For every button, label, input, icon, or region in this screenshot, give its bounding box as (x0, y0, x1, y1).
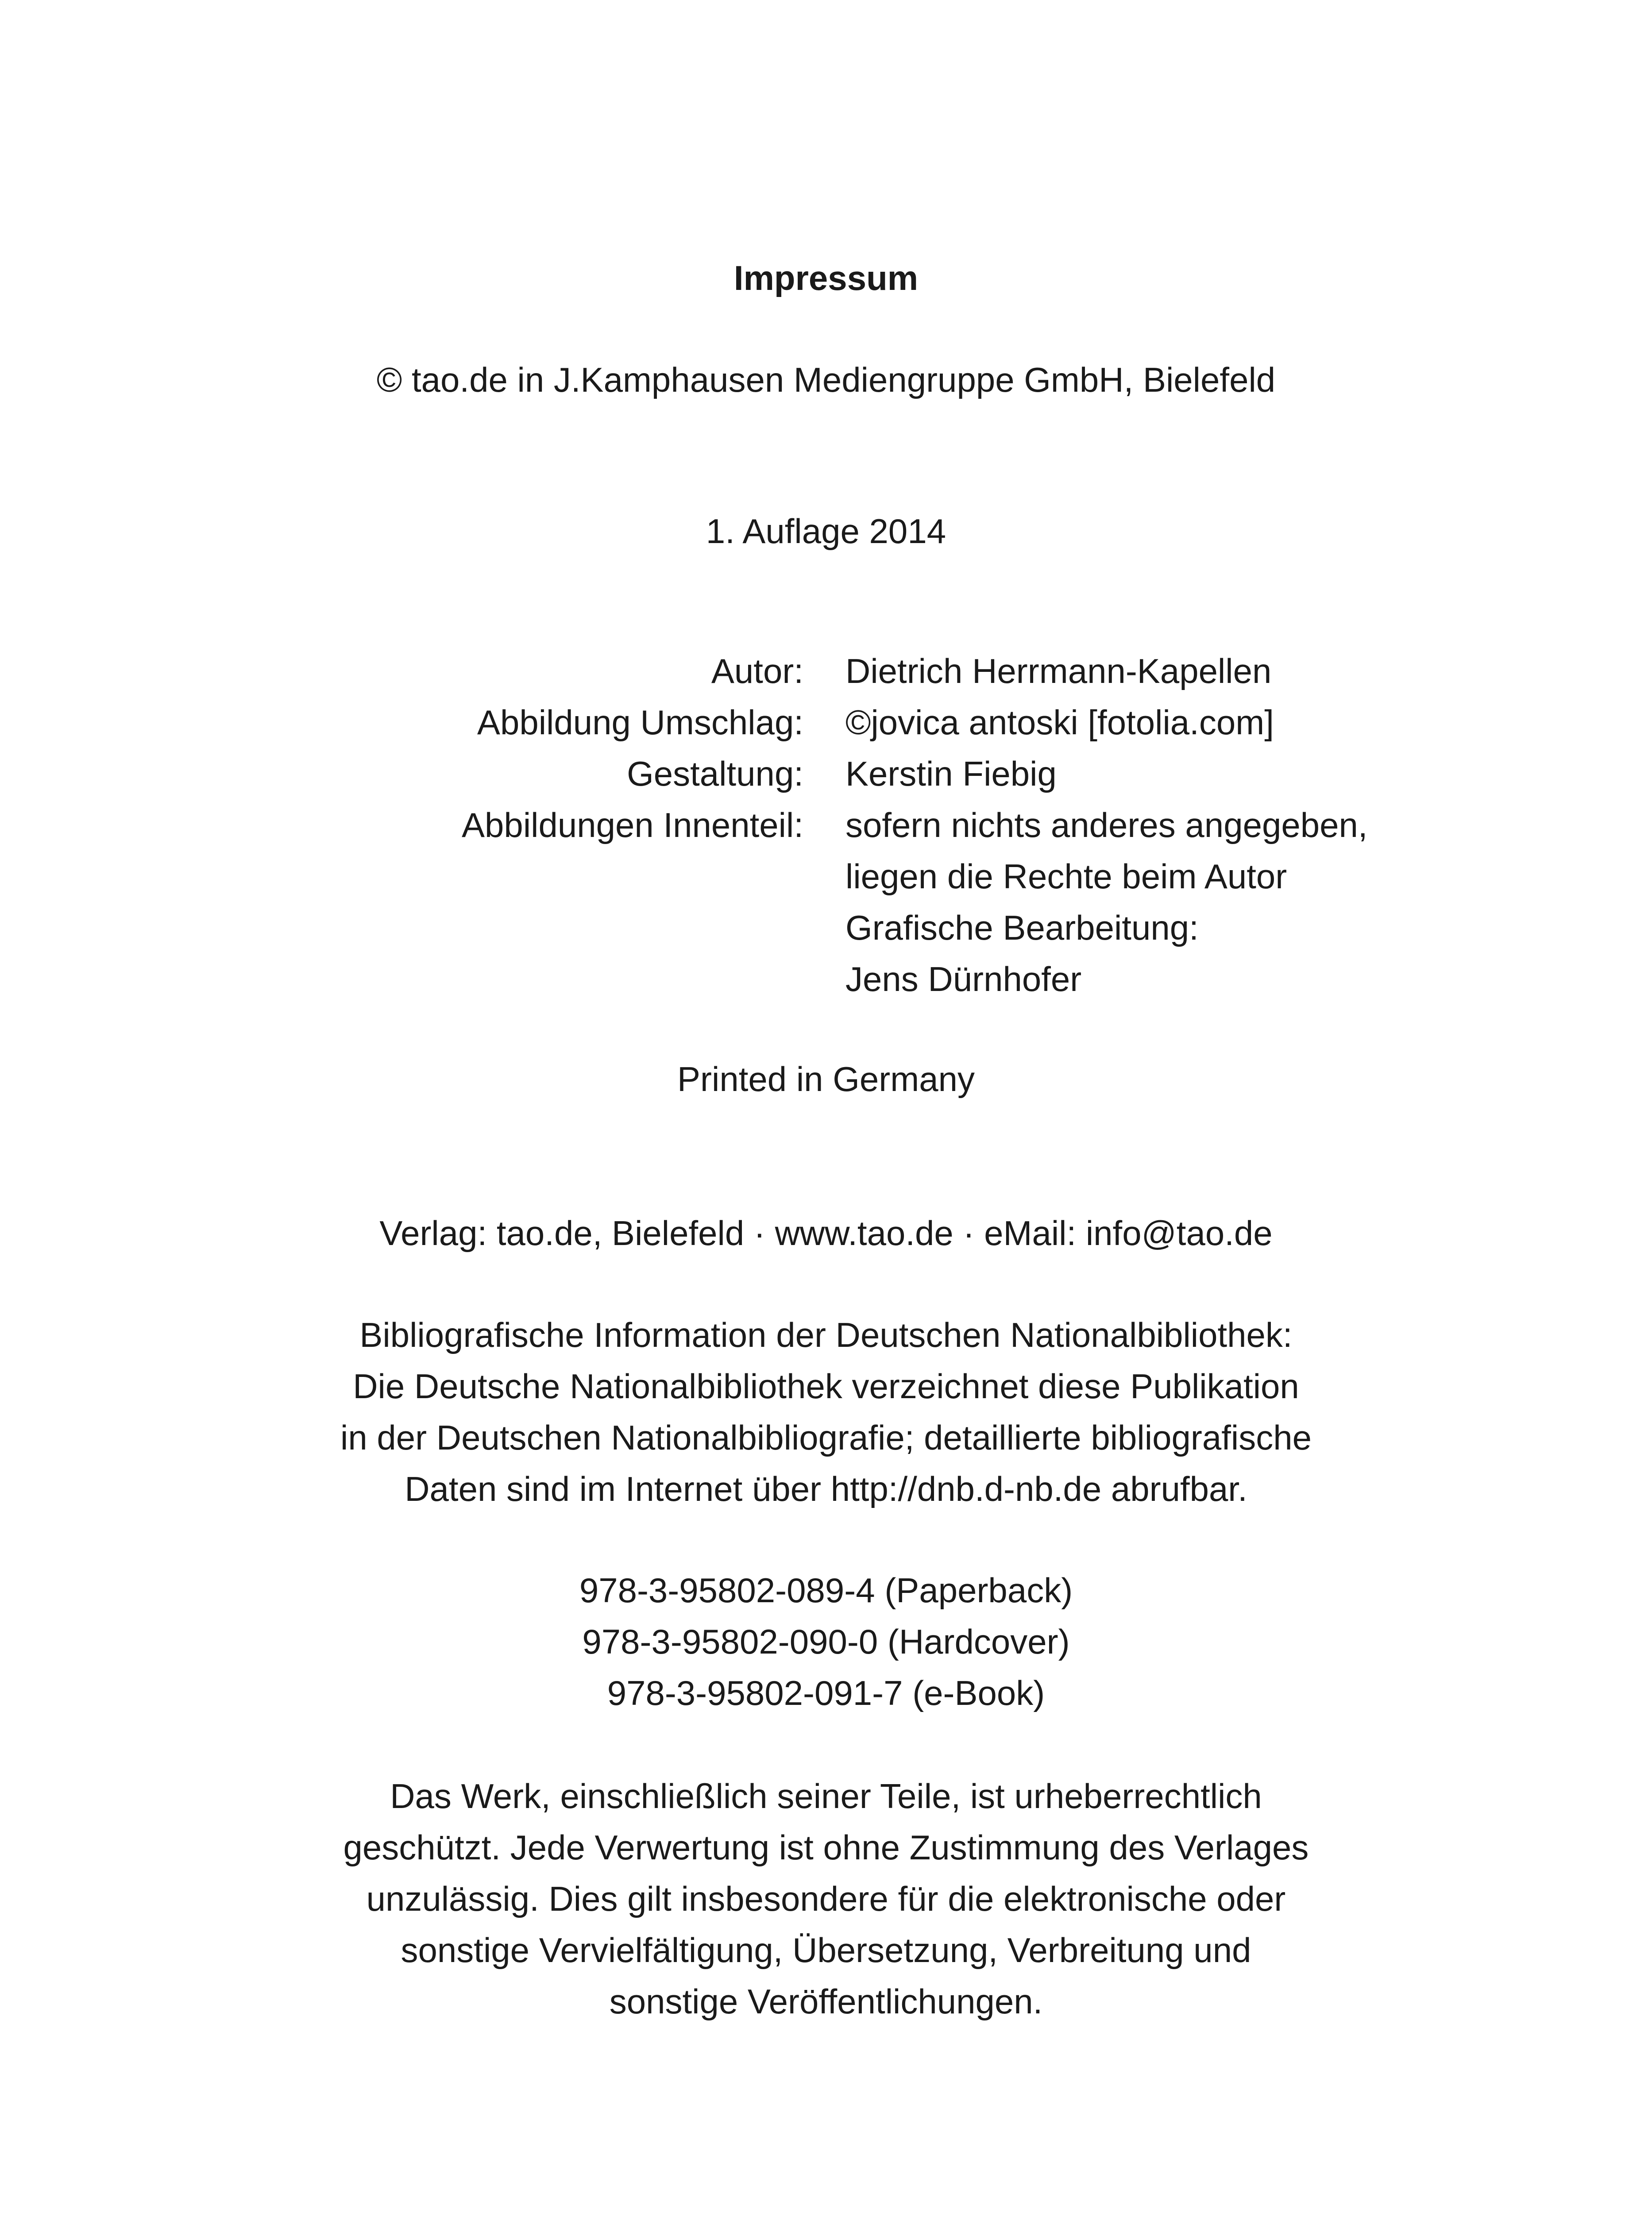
credit-label: Autor: (711, 652, 803, 690)
rights-line: geschützt. Jede Verwertung ist ohne Zustimmung des Verlages (343, 1828, 1309, 1867)
rights-line: sonstige Veröffentlichungen. (609, 1982, 1043, 2021)
credit-value: Dietrich Herrmann-Kapellen (845, 652, 1272, 690)
copyright-line: © tao.de in J.Kamphausen Mediengruppe GmbH, Bielefeld (376, 360, 1276, 399)
credit-row (0, 697, 1652, 748)
credit-row (0, 799, 1652, 851)
biblio-line: Daten sind im Internet über http://dnb.d-nb.de abrufbar. (405, 1469, 1247, 1508)
credit-value: Kerstin Fiebig (845, 754, 1057, 793)
credit-row (0, 953, 1652, 1005)
isbn-list (0, 1565, 1652, 1719)
credit-label: Abbildungen Innenteil: (462, 806, 803, 844)
edition-line: 1. Auflage 2014 (706, 512, 946, 551)
credit-value: Grafische Bearbeitung: (845, 908, 1199, 947)
biblio-line: in der Deutschen Nationalbibliografie; detaillierte bibliografische (340, 1418, 1312, 1457)
credit-value: Jens Dürnhofer (845, 960, 1082, 999)
rights-notice (0, 1770, 1652, 2027)
page-title: Impressum (733, 258, 919, 297)
credit-row (0, 748, 1652, 799)
credit-value: liegen die Rechte beim Autor (845, 857, 1287, 896)
publisher-line: Verlag: tao.de, Bielefeld · www.tao.de · eMail: info@tao.de (379, 1214, 1273, 1253)
rights-line: Das Werk, einschließlich seiner Teile, ist urheberrechtlich (390, 1777, 1262, 1816)
rights-line: unzulässig. Dies gilt insbesondere für die elektronische oder (366, 1879, 1286, 1918)
bibliographic-info (0, 1309, 1652, 1515)
credit-value: sofern nichts anderes angegeben, (845, 806, 1368, 844)
credit-row (0, 851, 1652, 902)
isbn-line: 978-3-95802-090-0 (Hardcover) (582, 1622, 1070, 1661)
credit-value: ©jovica antoski [fotolia.com] (845, 703, 1274, 742)
isbn-line: 978-3-95802-089-4 (Paperback) (579, 1571, 1073, 1610)
credit-row (0, 645, 1652, 697)
credit-label: Gestaltung: (627, 754, 803, 793)
biblio-line: Die Deutsche Nationalbibliothek verzeichnet diese Publikation (353, 1367, 1299, 1406)
biblio-line: Bibliografische Information der Deutschen Nationalbibliothek: (359, 1315, 1293, 1354)
credits-list (0, 645, 1652, 1005)
isbn-line: 978-3-95802-091-7 (e-Book) (607, 1673, 1045, 1712)
printed-line: Printed in Germany (677, 1060, 975, 1099)
credit-label: Abbildung Umschlag: (477, 703, 803, 742)
credit-row (0, 902, 1652, 953)
rights-line: sonstige Vervielfältigung, Übersetzung, Verbreitung und (401, 1931, 1251, 1970)
